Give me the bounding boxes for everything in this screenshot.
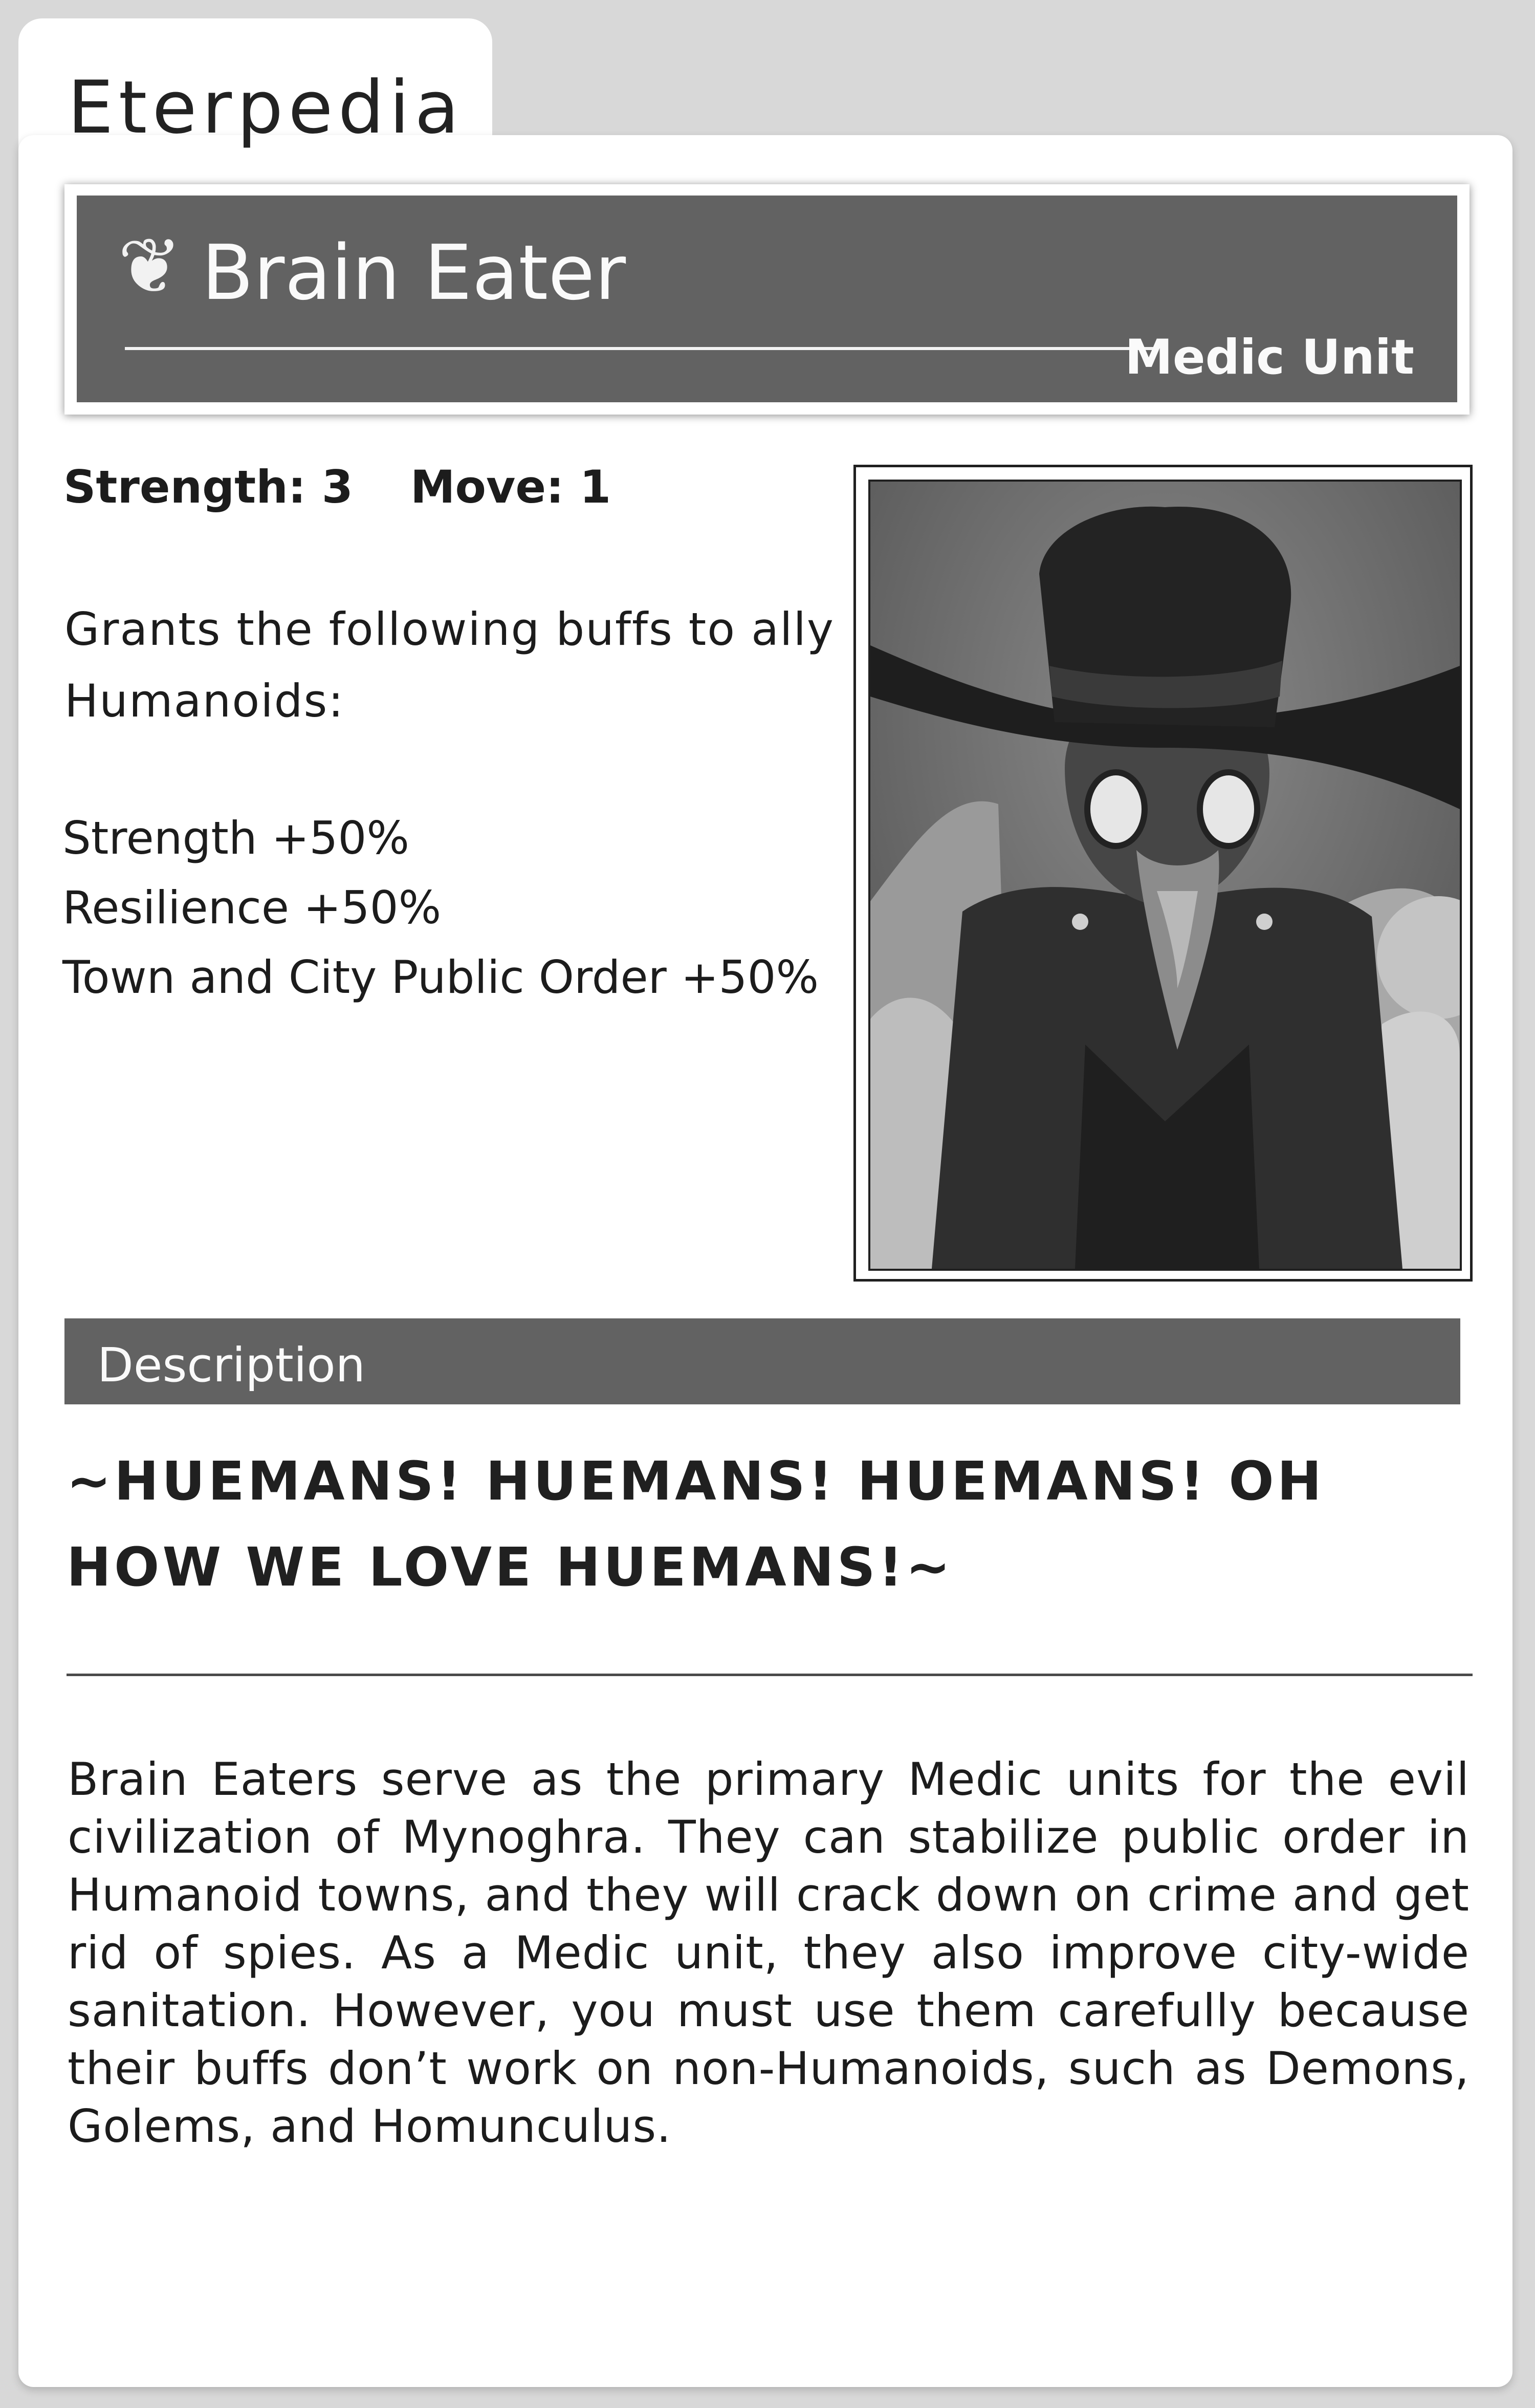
buffs-intro: Grants the following buffs to ally Humanoids: <box>64 603 835 727</box>
move-stat: Move: 1 <box>410 461 611 513</box>
buff-item: Strength +50% <box>62 812 409 864</box>
unit-header-panel <box>77 196 1457 402</box>
unit-portrait <box>868 480 1462 1271</box>
buff-item: Town and City Public Order +50% <box>62 951 819 1004</box>
buff-item: Resilience +50% <box>62 881 442 934</box>
fleur-emblem-icon: ❦ <box>118 222 182 311</box>
unit-portrait-frame <box>853 465 1473 1282</box>
unit-quote: ~HUEMANS! HUEMANS! HUEMANS! OH HOW WE LOVE HUEMANS!~ <box>67 1450 1325 1598</box>
tab-title: Eterpedia <box>68 66 465 150</box>
description-heading: Description <box>97 1338 365 1393</box>
header-divider <box>125 347 1156 350</box>
description-body: Brain Eaters serve as the primary Medic units for the evil civilization of Mynoghra. They can stabilize public order in Humanoid towns, and they will crack down on crime and get rid of spies. As a Medic unit, they also improve city-wide sanitation. However, you must use them carefully because their buffs don’t work on non-Humanoids, such as Demons, Golems, and Homunculus. <box>68 1753 1470 2153</box>
unit-header <box>64 184 1470 415</box>
unit-stats <box>63 461 668 513</box>
unit-type: Medic Unit <box>1125 330 1414 385</box>
strength-stat: Strength: 3 <box>63 461 353 513</box>
description-section-header <box>64 1318 1460 1404</box>
buff-list <box>62 804 819 1012</box>
plague-doctor-illustration <box>870 482 1460 1269</box>
description-divider <box>67 1674 1473 1676</box>
unit-name: Brain Eater <box>202 229 626 317</box>
